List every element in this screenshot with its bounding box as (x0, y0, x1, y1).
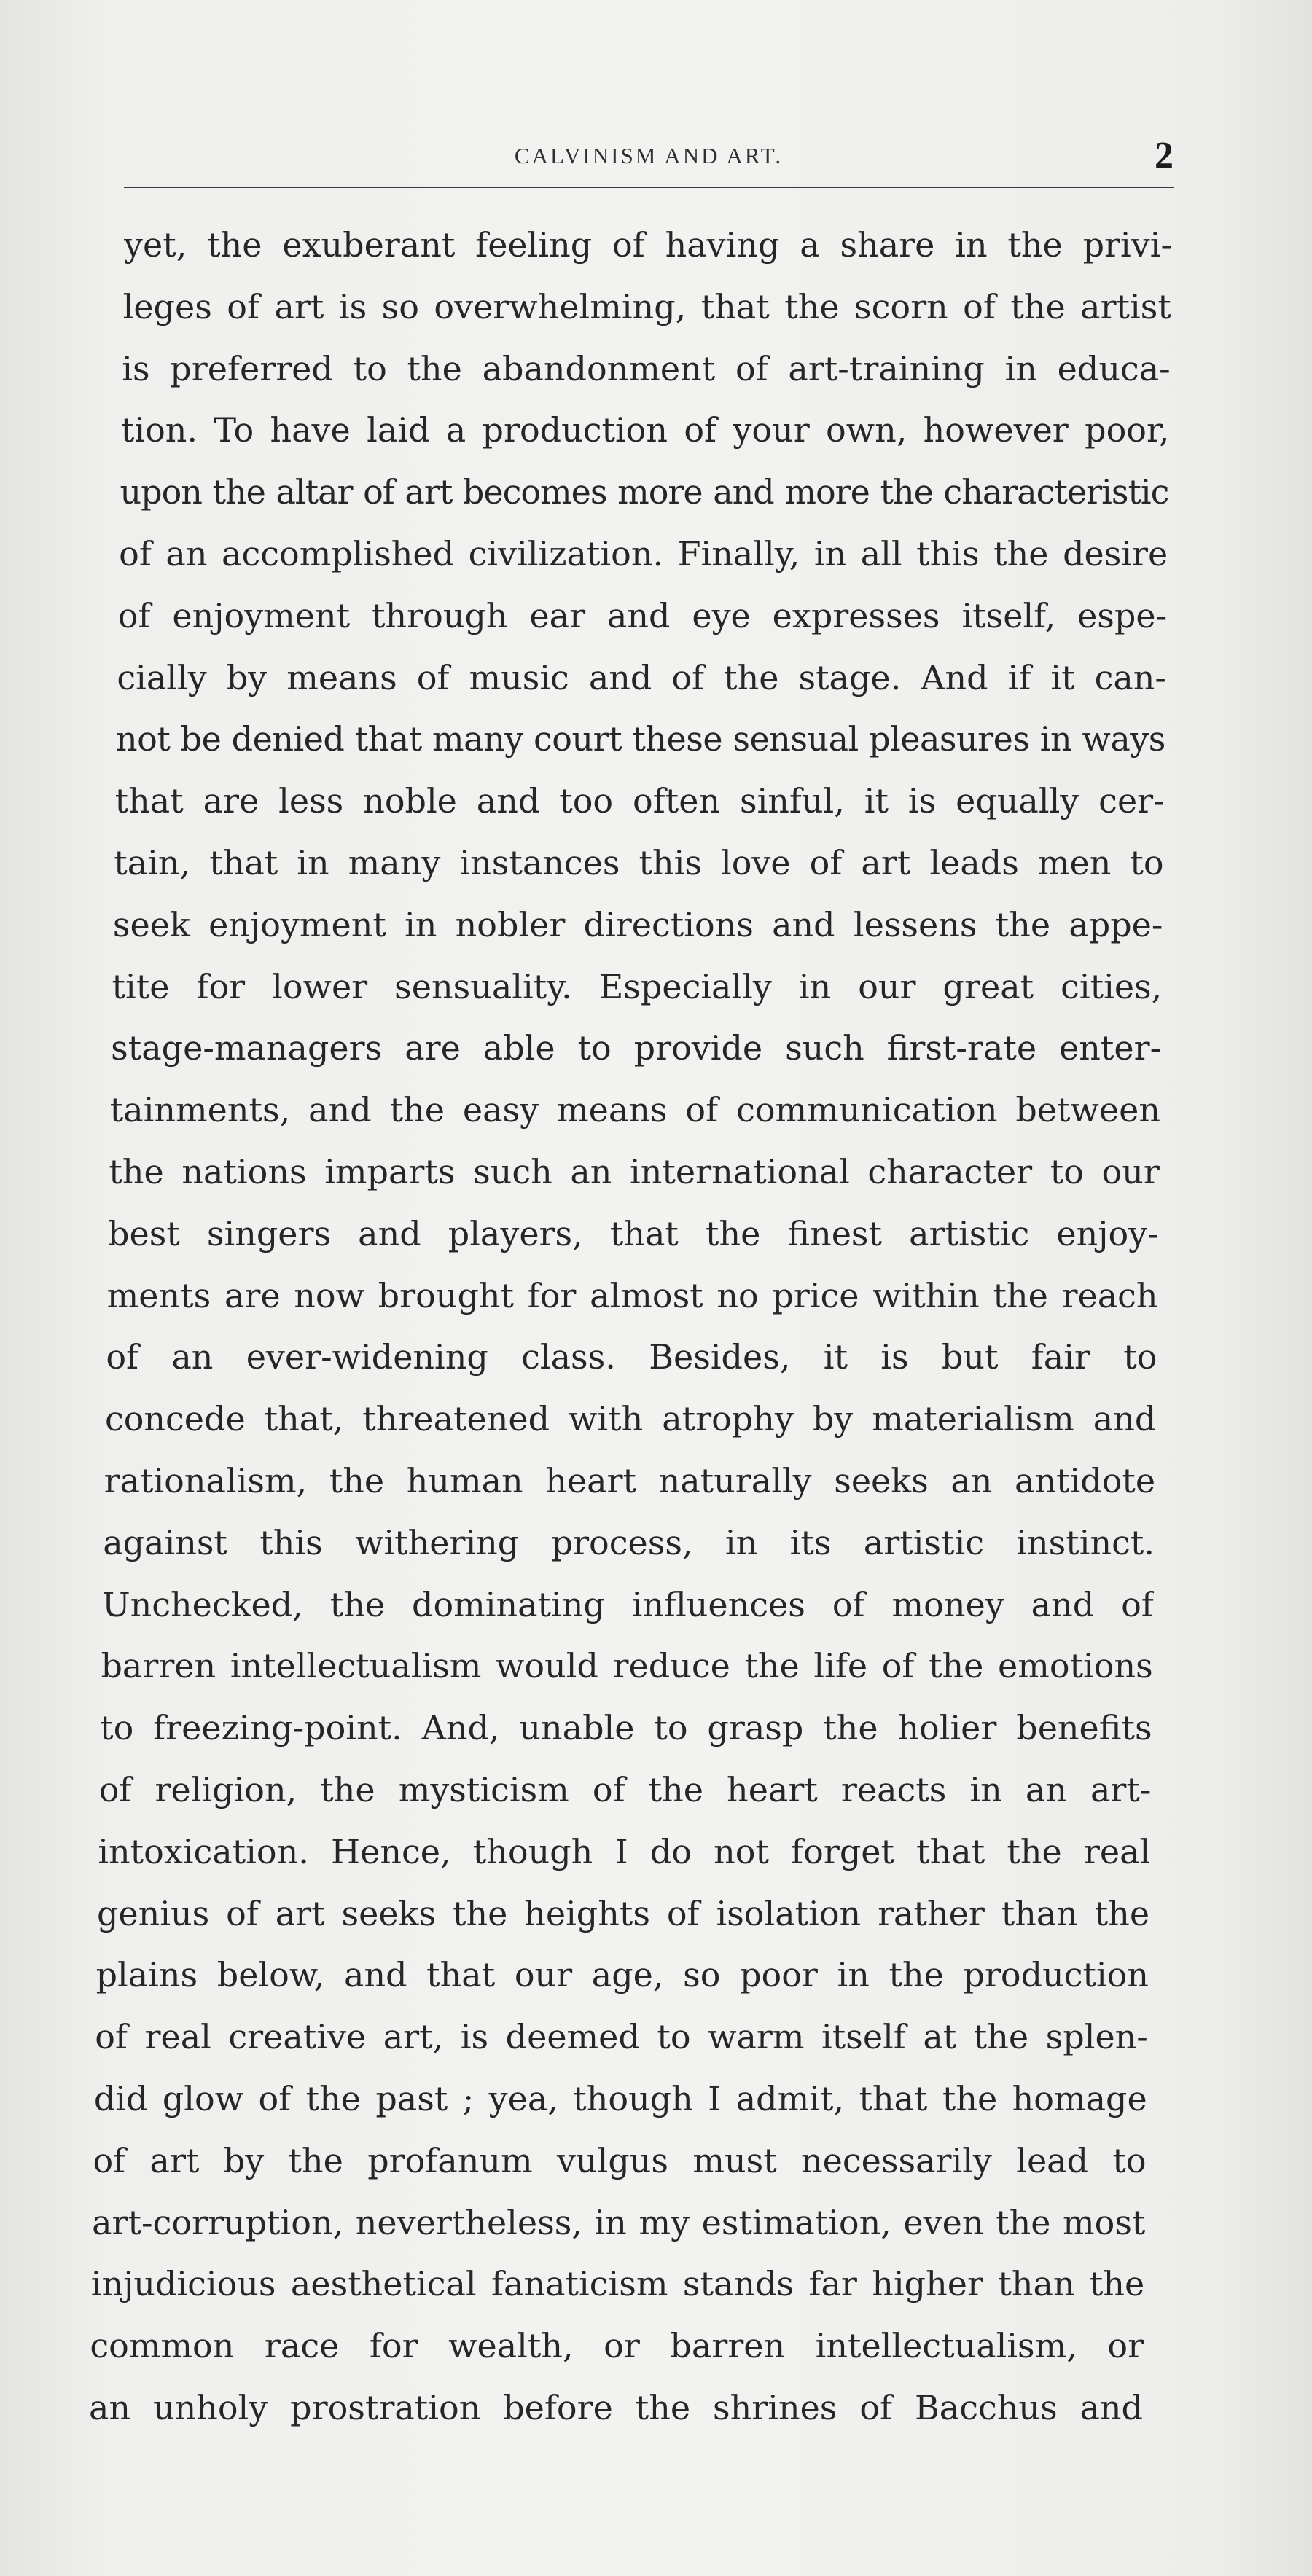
text-line: tite for lower sensuality. Especially in our great cities, (112, 966, 1163, 1006)
text-line: rationalism, the human heart naturally seeks an antidote (104, 1461, 1156, 1500)
text-line: best singers and players, that the finest artistic enjoy- (108, 1213, 1159, 1253)
text-line: of an accomplished civilization. Finally, in all this the desire (119, 534, 1168, 573)
text-line: of enjoyment through ear and eye expresses itself, espe- (117, 595, 1168, 635)
text-line: of real creative art, is deemed to warm itself at the splen- (95, 2017, 1148, 2057)
text-line: concede that, threatened with atrophy by materialism and (104, 1399, 1157, 1439)
text-line: injudicious aesthetical fanaticism stands far higher than the (90, 2264, 1145, 2304)
text-line: of religion, the mysticism of the heart reacts in an art- (98, 1770, 1152, 1809)
text-line: that are less noble and too often sinful, it is equally cer- (114, 781, 1165, 821)
text-line: cially by means of music and of the stage. And if it can- (117, 657, 1166, 697)
text-line: to freezing-point. And, unable to grasp the holier benefits (100, 1708, 1152, 1748)
text-line: genius of art seeks the heights of isolation rather than the (96, 1893, 1150, 1933)
text-line: tain, that in many instances this love of art leads men to (114, 843, 1164, 882)
text-line: of an ever-widening class. Besides, it is but fair to (106, 1337, 1157, 1377)
text-line: intoxication. Hence, though I do not forget that the real (98, 1831, 1151, 1871)
page-number: 2 (1155, 135, 1174, 176)
text-line: against this withering process, in its artistic instinct. (103, 1522, 1155, 1562)
text-line: leges of art is so overwhelming, that the scorn of the artist (122, 286, 1171, 326)
text-line: yet, the exuberant feeling of having a share in the privi- (124, 225, 1172, 265)
running-title: CALVINISM AND ART. (514, 143, 784, 168)
text-line: barren intellectualism would reduce the life of the emotions (101, 1646, 1153, 1686)
text-line: stage-managers are able to provide such first-rate enter- (111, 1028, 1162, 1068)
text-line: not be denied that many court these sensual pleasures in ways (116, 719, 1165, 759)
text-line: art-corruption, nevertheless, in my estimation, even the most (92, 2202, 1146, 2242)
text-line: the nations imparts such an international character to our (109, 1152, 1160, 1191)
text-line: tion. To have laid a production of your own, however poor, (120, 410, 1170, 450)
text-line: plains below, and that our age, so poor in the production (95, 1955, 1149, 1995)
text-line: Unchecked, the dominating influences of money and of (101, 1584, 1154, 1624)
text-line: tainments, and the easy means of communication between (109, 1090, 1160, 1130)
text-line: upon the altar of art becomes more and more the characteristic (120, 472, 1169, 512)
text-line: seek enjoyment in nobler directions and lessens the appe- (112, 904, 1163, 944)
text-line: is preferred to the abandonment of art-training in educa- (122, 348, 1171, 388)
text-line: of art by the profanum vulgus must necessarily lead to (93, 2140, 1147, 2180)
text-line: did glow of the past ; yea, though I admit, that the homage (93, 2079, 1147, 2118)
text-line: an unholy prostration before the shrines of Bacchus and (89, 2388, 1143, 2427)
text-line: common race for wealth, or barren intellectualism, or (90, 2326, 1144, 2366)
text-line: ments are now brought for almost no price within the reach (106, 1275, 1158, 1315)
